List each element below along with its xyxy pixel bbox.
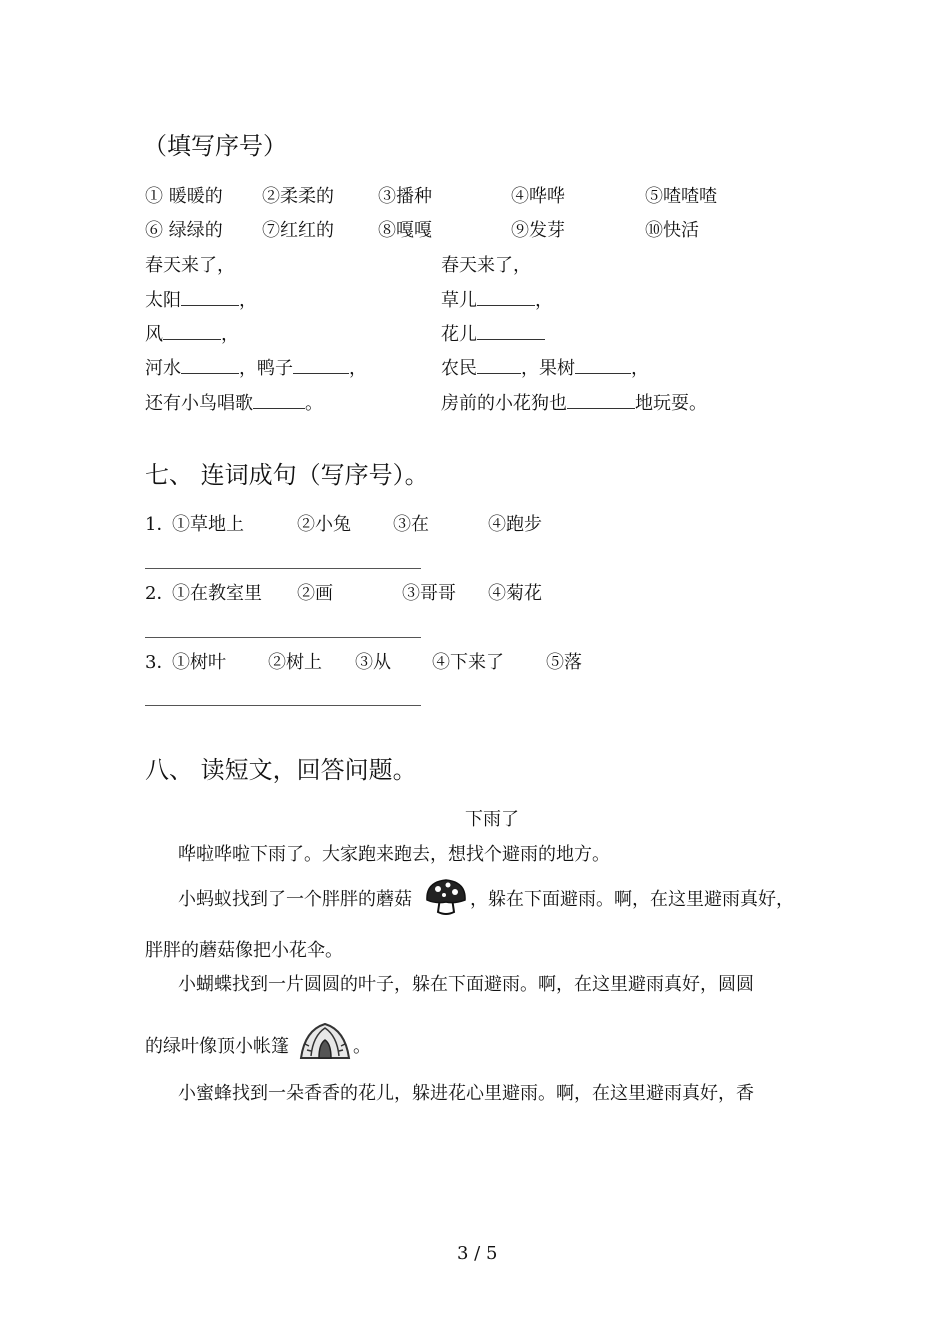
poem-text: ，: [349, 358, 367, 379]
story-text: 胖胖的蘑菇像把小花伞。: [145, 940, 343, 961]
word-option: ②画: [297, 583, 333, 604]
blank-fruit-tree[interactable]: [575, 357, 631, 374]
story-paragraph: 小蜜蜂找到一朵香香的花儿，躲进花心里避雨。啊，在这里避雨真好，香: [178, 1083, 754, 1104]
poem-text: ，鸭子: [239, 358, 293, 379]
blank-sun[interactable]: [181, 289, 239, 306]
option-7: ⑦红红的: [262, 220, 334, 241]
poem-text: 房前的小花狗也: [441, 393, 567, 414]
tent-icon: [297, 1020, 353, 1062]
question-number: 3．: [145, 652, 175, 673]
blank-bird[interactable]: [253, 392, 305, 409]
word-option: ①树叶: [172, 652, 226, 673]
poem-line: 春天来了，: [145, 255, 235, 276]
poem-text: 河水: [145, 358, 181, 379]
poem-line: [145, 323, 239, 346]
blank-flower[interactable]: [477, 323, 545, 340]
poem-text: 地玩耍。: [635, 393, 707, 414]
poem-line: [145, 289, 257, 312]
poem-line: 春天来了，: [441, 255, 531, 276]
option-5: ⑤喳喳喳: [645, 186, 717, 207]
poem-text: ，: [631, 358, 649, 379]
story-paragraph: [178, 889, 412, 911]
story-text: 的绿叶像顶小帐篷: [145, 1036, 289, 1057]
word-option: ④菊花: [488, 583, 542, 604]
answer-line[interactable]: [145, 705, 421, 706]
poem-line: [145, 357, 367, 380]
poem-line: [441, 357, 649, 380]
option-8: ⑧嘎嘎: [378, 220, 432, 241]
blank-wind[interactable]: [163, 323, 221, 340]
word-option: ③从: [355, 652, 391, 673]
word-option: ①在教室里: [172, 583, 262, 604]
page-number: 3 / 5: [457, 1243, 498, 1264]
poem-text: 农民: [441, 358, 477, 379]
fill-instruction: （填写序号）: [143, 132, 287, 160]
poem-line: [441, 289, 553, 312]
option-2: ②柔柔的: [262, 186, 334, 207]
poem-line: [145, 392, 323, 415]
story-paragraph: 哗啦哗啦下雨了。大家跑来跑去，想找个避雨的地方。: [178, 844, 610, 865]
option-1: ① 暖暖的: [145, 186, 223, 207]
poem-line: [441, 323, 545, 346]
word-option: ①草地上: [172, 514, 244, 535]
blank-river[interactable]: [181, 357, 239, 374]
blank-grass[interactable]: [477, 289, 535, 306]
word-option: ②树上: [268, 652, 322, 673]
poem-text: 。: [305, 393, 323, 414]
story-paragraph: 小蝴蝶找到一片圆圆的叶子，躲在下面避雨。啊，在这里避雨真好，圆圆: [178, 974, 754, 995]
word-option: ④下来了: [432, 652, 504, 673]
section-8-title: 八、 读短文，回答问题。: [145, 756, 417, 784]
option-10: ⑩快活: [645, 220, 699, 241]
question-number: 1．: [145, 514, 175, 535]
poem-text: 花儿: [441, 324, 477, 345]
poem-text: ，: [221, 324, 239, 345]
poem-text: 太阳: [145, 290, 181, 311]
story-text: ，躲在下面避雨。啊，在这里避雨真好，: [470, 889, 794, 910]
poem-text: 还有小鸟唱歌: [145, 393, 253, 414]
option-9: ⑨发芽: [511, 220, 565, 241]
section-7-title: 七、 连词成句（写序号）。: [145, 461, 429, 489]
answer-line[interactable]: [145, 568, 421, 569]
word-option: ②小兔: [297, 514, 351, 535]
story-text: 小蚂蚁找到了一个胖胖的蘑菇: [178, 889, 412, 910]
poem-text: ，: [239, 290, 257, 311]
word-option: ③哥哥: [402, 583, 456, 604]
poem-text: ，果树: [521, 358, 575, 379]
blank-dog[interactable]: [567, 392, 635, 409]
answer-line[interactable]: [145, 637, 421, 638]
blank-farmer[interactable]: [477, 357, 521, 374]
poem-line: [441, 392, 707, 415]
poem-text: 风: [145, 324, 163, 345]
word-option: ⑤落: [546, 652, 582, 673]
option-6: ⑥ 绿绿的: [145, 220, 223, 241]
poem-text: 草儿: [441, 290, 477, 311]
question-number: 2．: [145, 583, 175, 604]
option-4: ④哗哗: [511, 186, 565, 207]
blank-duck[interactable]: [293, 357, 349, 374]
story-text: 。: [353, 1036, 371, 1057]
poem-text: ，: [535, 290, 553, 311]
option-3: ③播种: [378, 186, 432, 207]
word-option: ④跑步: [488, 514, 542, 535]
word-option: ③在: [393, 514, 429, 535]
mushroom-icon: [424, 876, 468, 918]
story-title: 下雨了: [465, 809, 519, 830]
